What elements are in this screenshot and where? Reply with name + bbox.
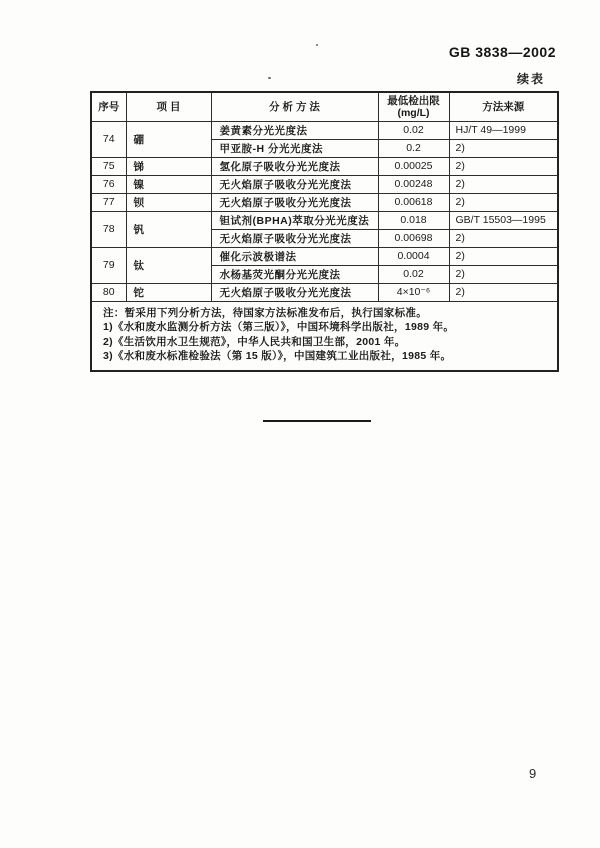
cell-source: 2) (449, 175, 558, 193)
cell-item: 铊 (126, 283, 211, 301)
cell-item: 钛 (126, 247, 211, 283)
cell-source: 2) (449, 265, 558, 283)
divider-line (263, 420, 371, 422)
cell-item: 钒 (126, 211, 211, 247)
cell-item: 镍 (126, 175, 211, 193)
cell-detection-limit: 0.00618 (378, 193, 449, 211)
cell-index: 77 (91, 193, 126, 211)
cell-detection-limit: 0.2 (378, 139, 449, 157)
col-header-source: 方法来源 (449, 92, 558, 121)
col-header-index: 序号 (91, 92, 126, 121)
table-row (91, 211, 558, 229)
cell-method: 钽试剂(BPHA)萃取分光光度法 (211, 211, 378, 229)
cell-method: 甲亚胺-H 分光光度法 (211, 139, 378, 157)
cell-method: 催化示波极谱法 (211, 247, 378, 265)
cell-item: 钡 (126, 193, 211, 211)
cell-detection-limit: 0.018 (378, 211, 449, 229)
cell-item: 锑 (126, 157, 211, 175)
cell-method: 无火焰原子吸收分光光度法 (211, 229, 378, 247)
table-row (91, 193, 558, 211)
doc-code: GB 3838—2002 (448, 44, 556, 60)
cell-detection-limit: 4×10⁻⁶ (378, 283, 449, 301)
cell-source: 2) (449, 283, 558, 301)
table-header-row (91, 92, 558, 121)
cell-source: 2) (449, 139, 558, 157)
cell-method: 氢化原子吸收分光光度法 (211, 157, 378, 175)
col-header-detection-limit-title: 最低检出限 (387, 94, 440, 107)
scan-artifact-dot (316, 44, 318, 46)
cell-source: 2) (449, 193, 558, 211)
cell-source: GB/T 15503—1995 (449, 211, 558, 229)
cell-method: 无火焰原子吸收分光光度法 (211, 193, 378, 211)
cell-source: 2) (449, 229, 558, 247)
cell-detection-limit: 0.00025 (378, 157, 449, 175)
cell-index: 75 (91, 157, 126, 175)
note-line: 注：暂采用下列分析方法，待国家方法标准发布后，执行国家标准。 (103, 306, 427, 319)
cell-index: 74 (91, 121, 126, 157)
col-header-detection-limit-unit: (mg/L) (397, 106, 430, 119)
cell-source: 2) (449, 247, 558, 265)
col-header-detection-limit (378, 92, 449, 121)
note-line: 1)《水和废水监测分析方法（第三版）》，中国环境科学出版社，1989 年。 (103, 321, 455, 333)
table-row (91, 175, 558, 193)
cell-method: 水杨基荧光酮分光光度法 (211, 265, 378, 283)
col-header-item: 项 目 (126, 92, 211, 121)
cell-index: 78 (91, 211, 126, 247)
cell-index: 79 (91, 247, 126, 283)
table-notes-row (91, 301, 558, 371)
cell-detection-limit: 0.02 (378, 265, 449, 283)
cell-source: 2) (449, 157, 558, 175)
col-header-method: 分 析 方 法 (211, 92, 378, 121)
cell-detection-limit: 0.00698 (378, 229, 449, 247)
table-row (91, 157, 558, 175)
cell-method: 姜黄素分光光度法 (211, 121, 378, 139)
cell-index: 80 (91, 283, 126, 301)
continuation-label: 续表 (516, 72, 545, 86)
cell-method: 无火焰原子吸收分光光度法 (211, 175, 378, 193)
cell-source: HJ/T 49—1999 (449, 121, 558, 139)
cell-detection-limit: 0.02 (378, 121, 449, 139)
table-row (91, 247, 558, 265)
scan-artifact-dot (268, 77, 271, 79)
table-row (91, 121, 558, 139)
cell-item: 硼 (126, 121, 211, 157)
notes-cell (91, 301, 558, 371)
cell-detection-limit: 0.0004 (378, 247, 449, 265)
note-line: 3)《水和废水标准检验法（第 15 版）》，中国建筑工业出版社，1985 年。 (103, 350, 452, 362)
table-row (91, 283, 558, 301)
page-number: 9 (529, 766, 537, 781)
note-line: 2)《生活饮用水卫生规范》，中华人民共和国卫生部，2001 年。 (103, 335, 406, 348)
cell-index: 76 (91, 175, 126, 193)
analysis-methods-table (90, 91, 559, 372)
cell-method: 无火焰原子吸收分光光度法 (211, 283, 378, 301)
cell-detection-limit: 0.00248 (378, 175, 449, 193)
